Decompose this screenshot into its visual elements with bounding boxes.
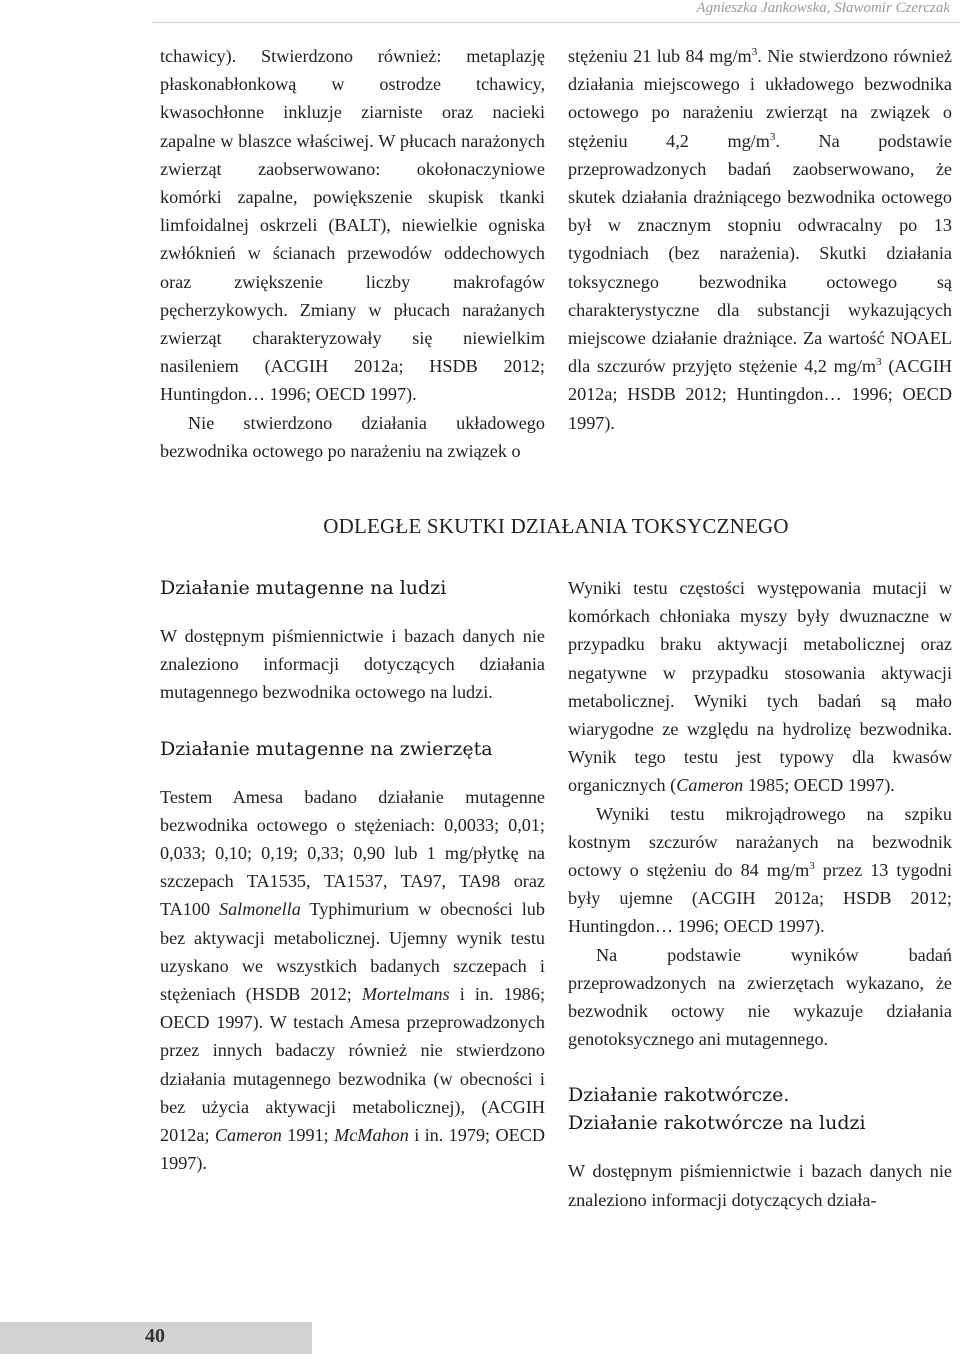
section-title: ODLEGŁE SKUTKI DZIAŁANIA TOKSYCZNEGO (323, 514, 789, 538)
paragraph: Na podstawie wyników badań przeprowadzonych na zwierzętach wykazano, że bezwodnik octowy nie wykazuje działania genotoksycznego ani mutagennego. (568, 944, 952, 1050)
paragraph: Nie stwierdzono działania układowego bezwodnika octowego po narażeniu na związek o (160, 412, 545, 461)
superscript: 3 (751, 45, 758, 58)
text-run: i in. 1979; OECD 1997). (160, 1125, 545, 1174)
paragraph (568, 800, 952, 941)
italic-author: Mortelmans (361, 984, 450, 1005)
paragraph: W dostępnym piśmiennictwie i bazach danych nie znaleziono informacji dotyczących działania mutagennego bezwodnika octowego na ludzi. (160, 626, 545, 703)
italic-author: Cameron (676, 775, 744, 796)
text-run: Wyniki testu częstości występowania mutacji w komórkach chłoniaka myszy były dwuznaczne w przypadku braku aktywacji metabolicznej oraz negatywne w przypadku stosowania aktywacji metabolicznej. Wyniki tych badań są mało wiarygodne ze względu na hydrolizę bezwodnika. Wynik tego testu jest typowy dla kwasów organicznych ( (568, 578, 952, 796)
italic-author: McMahon (334, 1125, 409, 1146)
paragraph (568, 574, 952, 800)
superscript: 3 (876, 356, 882, 369)
italic-term: Salmonella (218, 899, 301, 920)
bottom-left-column (160, 574, 545, 1177)
paragraph: W dostępnym piśmiennictwie i bazach danych nie znaleziono informacji dotyczących działa- (568, 1161, 952, 1210)
subheading-carcinogenic-humans: Działanie rakotwórcze na ludzi (568, 1112, 866, 1135)
top-right-column (568, 42, 952, 437)
text-run: . Na podstawie przeprowadzonych badań zaobserwowano, że skutek działania drażniącego bezwodnika octowego był w znacznym stopniu odwracalny po 13 tygodniach (bez narażenia). Skutki działania toksycznego bezwodnika octowego są charakterystyczne dla substancji wykazujących miejscowe działanie drażniące. Za wartość NOAEL dla szczurów przyjęto stężenie 4,2 mg/m (568, 130, 953, 377)
header-rule (152, 22, 960, 23)
subheading-carcinogenic: Działanie rakotwórcze. (568, 1084, 790, 1107)
paragraph (568, 42, 952, 437)
superscript: 3 (769, 130, 776, 143)
top-left-column (160, 42, 545, 465)
text-run: i in. 1986; OECD 1997). W testach Amesa przeprowadzonych przez innych badaczy również nie stwierdzono działania mutagennego bezwodnika (w obecności i bez użycia aktywacji metabolicznej), (ACGIH 2012a; (160, 984, 545, 1146)
bottom-right-column (568, 574, 952, 1214)
text-run: Wyniki testu mikrojądrowego na szpiku kostnym szczurów narażanych na bezwodnik octowy o stężeniu do 84 mg/m (568, 803, 952, 881)
paragraph: tchawicy). Stwierdzono również: metaplazję płaskonabłonkową w ostrodze tchawicy, kwasochłonne inkluzje ziarniste oraz nacieki zapalne w blaszce właściwej. W płucach narażonych zwierząt zaobserwowano: okołonaczyniowe komórki zapalne, powiększenie skupisk tkanki limfoidalnej oskrzeli (BALT), niewielkie ogniska zwłóknień w ścianach przewodów oddechowych oraz zwiększenie liczby makrofagów pęcherzykowych. Zmiany w płucach narażanych zwierząt charakteryzowały się niewielkim nasileniem (ACGIH 2012a; HSDB 2012; Huntingdon… 1996; OECD 1997). (160, 46, 545, 405)
text-run: . Nie stwierdzono również działania miejscowego i układowego bezwodnika octowego po narażeniu zwierząt na związek o stężeniu 4,2 mg/m (568, 46, 952, 151)
text-run: 1985; OECD 1997). (743, 775, 895, 796)
text-run: 1991; (281, 1125, 335, 1146)
text-run: stężeniu 21 lub 84 mg/m (568, 46, 752, 66)
running-header-authors: Agnieszka Jankowska, Sławomir Czerczak (696, 0, 950, 16)
superscript: 3 (809, 859, 815, 872)
italic-author: Cameron (214, 1125, 282, 1146)
text-run: (ACGIH 2012a; HSDB 2012; Huntingdon… 1996; OECD 1997). (568, 356, 952, 433)
text-run: przez 13 tygodni były ujemne (ACGIH 2012a; HSDB 2012; Huntingdon… 1996; OECD 1997). (568, 860, 952, 937)
subheading-mutagenic-humans: Działanie mutagenne na ludzi (160, 577, 447, 599)
subheading-mutagenic-animals: Działanie mutagenne na zwierzęta (160, 737, 493, 760)
text-run: Typhimurium w obecności lub bez aktywacji metabolicznej. Ujemny wynik testu uzyskano we wszystkich badanych szczepach i stężeniach (HSDB 2012; (160, 899, 545, 1005)
text-run: Testem Amesa badano działanie mutagenne bezwodnika octowego o stężeniach: 0,0033; 0,01; 0,033; 0,10; 0,19; 0,33; 0,90 lub 1 mg/płytkę na szczepach TA1535, TA1537, TA97, TA98 oraz TA100 (160, 786, 545, 920)
paragraph (160, 783, 545, 1178)
page-number: 40 (145, 1325, 165, 1347)
